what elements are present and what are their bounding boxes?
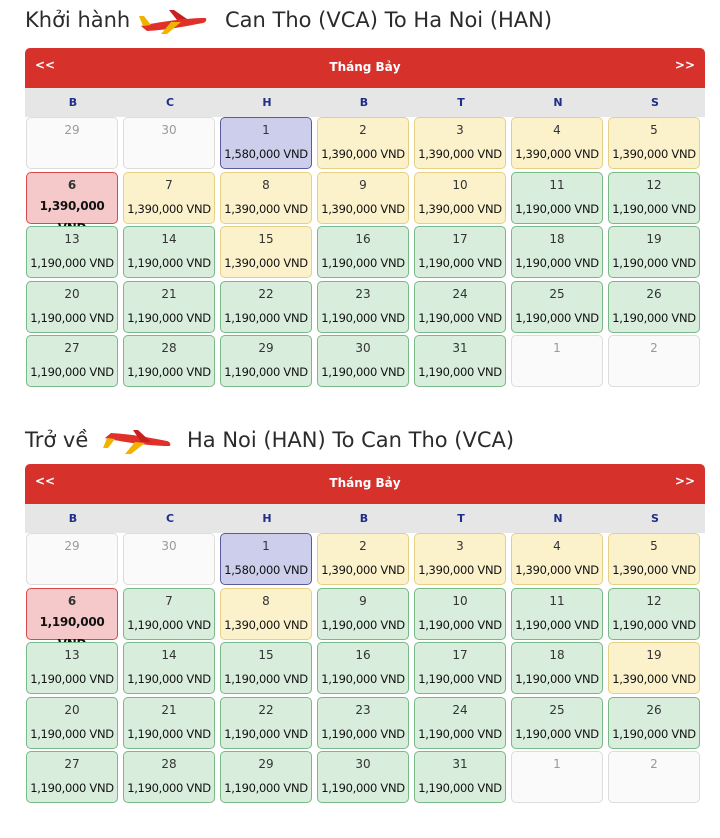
day-number: 20 [64,286,80,301]
departure-next-month-button[interactable]: >> [674,58,695,72]
calendar-day-cell[interactable] [414,281,506,333]
calendar-day-cell[interactable] [608,697,700,749]
weekday-label: N [553,96,563,109]
day-number: 23 [355,286,371,301]
calendar-day-cell [608,751,700,803]
day-number: 25 [549,702,565,717]
day-number: 2 [650,341,658,355]
day-price: 1,390,000 VND [515,147,599,161]
weekday-label: B [359,96,369,109]
day-number: 11 [549,177,565,192]
weekday-label: S [651,512,659,525]
calendar-day-cell[interactable] [414,751,506,803]
day-number: 5 [650,123,658,137]
day-price: 1,190,000 VND [515,310,599,325]
day-price: 1,390,000 VND [418,563,502,577]
day-number: 27 [64,341,80,355]
day-price: 1,190,000 VND [30,365,114,379]
day-number: 3 [456,539,464,553]
weekday-label: B [359,512,369,525]
day-price: 1,190,000 VND [612,310,696,325]
calendar-day-cell[interactable] [220,335,312,387]
weekday-label: T [457,512,465,525]
calendar-day-cell[interactable] [511,642,603,694]
departure-month-bar [25,48,705,88]
day-number: 24 [452,702,468,717]
calendar-day-cell[interactable] [608,172,700,224]
calendar-day-cell[interactable] [511,281,603,333]
day-number: 9 [359,593,367,608]
day-price: 1,390,000 VND [515,563,599,577]
day-number: 19 [646,232,662,246]
day-number: 30 [355,341,371,355]
return-section [25,420,705,835]
calendar-day-cell[interactable] [317,533,409,585]
calendar-day-cell[interactable] [317,172,409,224]
day-number: 28 [161,341,177,355]
calendar-day-cell[interactable] [414,533,506,585]
day-price: 1,190,000 VND [515,726,599,741]
calendar-day-cell[interactable] [220,172,312,224]
day-number: 30 [355,757,371,771]
day-number: 23 [355,702,371,717]
day-price: 1,390,000 VND [127,201,211,216]
calendar-day-cell[interactable] [608,226,700,278]
day-price: 1,190,000 VND [418,672,502,686]
calendar-day-cell[interactable] [26,226,118,278]
calendar-day-cell[interactable] [123,172,215,224]
day-number: 21 [161,286,177,301]
day-price: 1,190,000 VND [224,672,308,686]
calendar-day-cell[interactable] [220,588,312,640]
weekday-label: T [457,96,465,109]
day-price: 1,190,000 VND [612,256,696,270]
calendar-day-cell[interactable] [317,117,409,169]
day-price: 1,390,000 VND [612,147,696,161]
return-month-title: Tháng Bảy [329,476,401,490]
calendar-day-cell[interactable] [26,751,118,803]
weekday-label: B [68,96,78,109]
calendar-day-cell[interactable] [414,172,506,224]
day-price: 1,190,000 VND [418,256,502,270]
calendar-day-cell[interactable] [220,751,312,803]
calendar-day-cell[interactable] [511,697,603,749]
return-route: Ha Noi (HAN) To Can Tho (VCA) [187,428,515,452]
day-price: 1,190,000 VND [321,781,405,795]
day-number: 30 [161,539,177,553]
day-number: 1 [262,539,270,553]
calendar-day-cell[interactable] [414,697,506,749]
calendar-day-cell[interactable] [123,588,215,640]
calendar-day-cell[interactable] [414,588,506,640]
return-prev-month-button[interactable]: << [35,474,56,488]
calendar-day-cell[interactable] [123,226,215,278]
day-price: 1,190,000 [39,614,105,629]
day-price: 1,190,000 VND [418,781,502,795]
day-number: 21 [161,702,177,717]
weekday-label: S [651,96,659,109]
day-number: 4 [553,123,561,137]
day-price: 1,190,000 VND [30,726,114,741]
calendar-day-cell[interactable] [123,642,215,694]
airplane-icon [137,4,209,40]
day-number: 14 [161,232,177,246]
calendar-day-cell[interactable] [414,226,506,278]
departure-weekday-header [25,88,705,117]
calendar-day-cell[interactable] [26,642,118,694]
day-price: 1,190,000 VND [612,617,696,632]
calendar-day-cell[interactable] [608,533,700,585]
calendar-day-cell[interactable] [414,117,506,169]
calendar-day-cell[interactable] [123,697,215,749]
day-number: 13 [64,648,80,662]
day-number: 1 [553,757,561,771]
departure-section [25,0,705,415]
calendar-day-cell[interactable] [123,751,215,803]
day-price: 1,190,000 VND [30,781,114,795]
day-number: 20 [64,702,80,717]
calendar-day-cell[interactable] [317,588,409,640]
day-number: 27 [64,757,80,771]
calendar-day-cell[interactable] [26,697,118,749]
day-price: 1,580,000 VND [224,563,308,577]
day-price: 1,190,000 VND [127,256,211,270]
departure-label: Khởi hành [25,8,131,32]
day-number: 11 [549,593,565,608]
departure-route: Can Tho (VCA) To Ha Noi (HAN) [225,8,553,32]
calendar-day-cell [608,335,700,387]
day-price: 1,390,000 VND [224,256,308,270]
day-number: 13 [64,232,80,246]
day-price: 1,390,000 VND [224,201,308,216]
day-price: 1,190,000 VND [127,672,211,686]
day-price: 1,390,000 VND [418,147,502,161]
day-price: 1,190,000 VND [418,617,502,632]
day-number: 28 [161,757,177,771]
day-price: 1,190,000 VND [515,617,599,632]
departure-prev-month-button[interactable]: << [35,58,56,72]
calendar-day-cell[interactable] [608,642,700,694]
calendar-day-cell [123,117,215,169]
day-price: 1,190,000 VND [321,672,405,686]
day-number: 10 [452,177,468,192]
departure-header [25,0,720,48]
calendar-day-cell[interactable] [511,172,603,224]
day-price: 1,190,000 VND [612,726,696,741]
day-price: 1,390,000 VND [612,672,696,686]
day-number: 17 [452,648,468,662]
day-price: 1,190,000 VND [30,256,114,270]
calendar-day-cell[interactable] [220,697,312,749]
day-number: 26 [646,286,662,301]
airplane-icon [101,424,173,460]
calendar-day-cell [511,751,603,803]
return-label: Trở về [25,428,89,452]
day-price: 1,190,000 VND [224,310,308,325]
day-price: 1,390,000 VND [418,201,502,216]
calendar-day-cell[interactable] [26,281,118,333]
return-weekday-header [25,504,705,533]
return-month-bar [25,464,705,504]
return-next-month-button[interactable]: >> [674,474,695,488]
calendar-day-cell[interactable] [414,335,506,387]
day-number: 16 [355,232,371,246]
day-price: 1,190,000 VND [224,365,308,379]
calendar-day-cell[interactable] [608,281,700,333]
day-price: 1,190,000 VND [127,365,211,379]
day-number: 31 [452,341,468,355]
day-number: 24 [452,286,468,301]
day-number: 12 [646,177,662,192]
calendar-day-cell[interactable] [26,588,118,640]
day-number: 9 [359,177,367,192]
day-number: 22 [258,286,274,301]
calendar-day-cell[interactable] [608,117,700,169]
day-price: 1,190,000 VND [418,365,502,379]
weekday-label: H [262,512,272,525]
calendar-day-cell[interactable] [317,226,409,278]
return-header [25,420,720,468]
day-price: 1,190,000 VND [127,310,211,325]
day-number: 29 [258,757,274,771]
day-price: 1,190,000 VND [127,617,211,632]
day-number: 29 [64,123,80,137]
calendar-day-cell[interactable] [511,117,603,169]
weekday-label: H [262,96,272,109]
day-price: 1,190,000 VND [30,310,114,325]
day-number: 15 [258,648,274,662]
day-price: 1,390,000 VND [321,201,405,216]
calendar-day-cell[interactable] [511,588,603,640]
day-number: 8 [262,593,270,608]
calendar-day-cell[interactable] [220,117,312,169]
day-price: 1,390,000 VND [224,617,308,632]
calendar-day-cell[interactable] [608,588,700,640]
day-number: 2 [359,539,367,553]
calendar-day-cell[interactable] [317,642,409,694]
day-price: 1,390,000 VND [612,563,696,577]
day-price: 1,190,000 VND [515,672,599,686]
day-price: 1,190,000 VND [515,201,599,216]
calendar-day-cell[interactable] [317,281,409,333]
departure-month-title: Tháng Bảy [329,60,401,74]
calendar-day-cell [26,117,118,169]
day-number: 18 [549,648,565,662]
day-number: 1 [553,341,561,355]
day-price: 1,190,000 VND [515,256,599,270]
day-number: 8 [262,177,270,192]
day-number: 15 [258,232,274,246]
day-price: 1,390,000 [39,198,105,213]
day-number: 30 [161,123,177,137]
day-number: 12 [646,593,662,608]
day-number: 25 [549,286,565,301]
day-price: 1,190,000 VND [321,310,405,325]
day-price: 1,190,000 VND [321,726,405,741]
day-number: 6 [67,593,77,608]
day-number: 2 [359,123,367,137]
calendar-day-cell[interactable] [414,642,506,694]
calendar-day-cell[interactable] [317,335,409,387]
day-price: 1,190,000 VND [30,672,114,686]
day-price: 1,390,000 VND [321,147,405,161]
weekday-label: B [68,512,78,525]
calendar-day-cell[interactable] [220,642,312,694]
day-number: 29 [64,539,80,553]
calendar-day-cell[interactable] [317,751,409,803]
calendar-day-cell[interactable] [511,226,603,278]
day-price: 1,190,000 VND [321,365,405,379]
day-number: 22 [258,702,274,717]
day-number: 14 [161,648,177,662]
calendar-day-cell[interactable] [220,226,312,278]
day-price: 1,190,000 VND [418,310,502,325]
calendar-day-cell[interactable] [123,281,215,333]
weekday-label: C [165,96,175,109]
calendar-day-cell[interactable] [317,697,409,749]
day-number: 6 [67,177,77,192]
calendar-day-cell[interactable] [220,281,312,333]
day-number: 1 [262,123,270,137]
calendar-day-cell[interactable] [123,335,215,387]
day-number: 7 [165,177,173,192]
day-price: 1,190,000 VND [127,781,211,795]
calendar-day-cell[interactable] [26,335,118,387]
day-number: 18 [549,232,565,246]
day-price: 1,390,000 VND [321,563,405,577]
day-number: 3 [456,123,464,137]
day-number: 26 [646,702,662,717]
day-number: 16 [355,648,371,662]
calendar-day-cell [511,335,603,387]
day-price: 1,190,000 VND [321,617,405,632]
day-number: 19 [646,648,662,662]
day-number: 17 [452,232,468,246]
day-price: 1,190,000 VND [127,726,211,741]
calendar-day-cell [26,533,118,585]
day-number: 4 [553,539,561,553]
calendar-day-cell[interactable] [26,172,118,224]
day-price: 1,580,000 VND [224,147,308,161]
calendar-day-cell [123,533,215,585]
day-number: 10 [452,593,468,608]
day-price: 1,190,000 VND [612,201,696,216]
day-number: 2 [650,757,658,771]
weekday-label: N [553,512,563,525]
weekday-label: C [165,512,175,525]
calendar-day-cell[interactable] [220,533,312,585]
day-price: 1,190,000 VND [224,726,308,741]
calendar-day-cell[interactable] [511,533,603,585]
day-price: 1,190,000 VND [321,256,405,270]
day-price: 1,190,000 VND [418,726,502,741]
day-number: 5 [650,539,658,553]
day-number: 7 [165,593,173,608]
day-price: 1,190,000 VND [224,781,308,795]
day-number: 29 [258,341,274,355]
day-number: 31 [452,757,468,771]
